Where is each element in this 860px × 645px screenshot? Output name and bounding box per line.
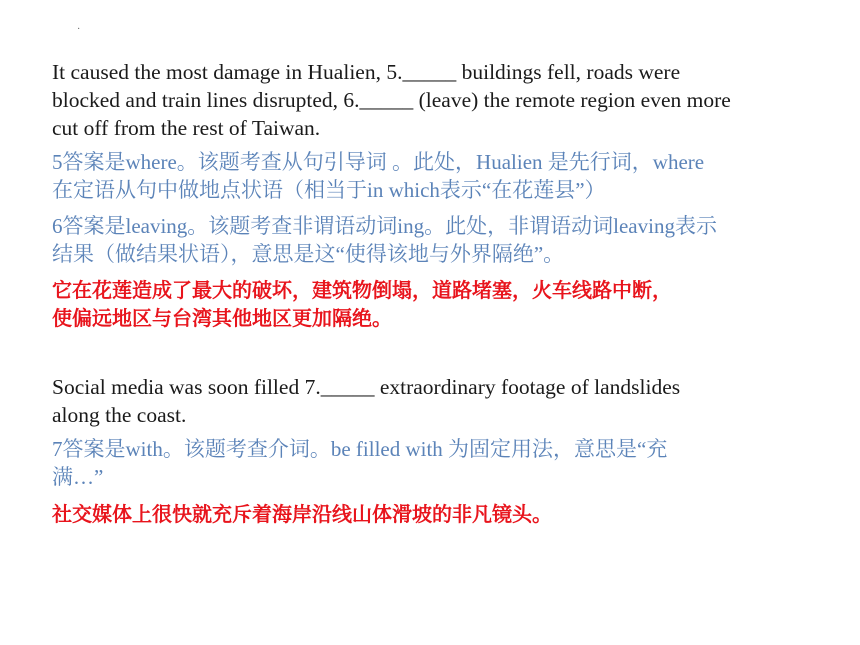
translation-5-6: 它在花莲造成了最大的破坏，建筑物倒塌，道路堵塞，火车线路中断， 使偏远地区与台湾其他地区更加隔绝。 xyxy=(52,278,672,330)
answer-6-explanation: 6答案是leaving。该题考查非谓语动词ing。此处，非谓语动词leaving表示 结果（做结果状语），意思是这“使得该地与外界隔绝”。 xyxy=(52,214,717,266)
question-5-6-text: It caused the most damage in Hualien, 5._____ buildings fell, roads were blocked and train lines disrupted, 6._____ (leave) the remote region even more cut off from the rest of Taiwan. xyxy=(52,60,731,140)
answer-7-explanation: 7答案是with。该题考查介词。be filled with 为固定用法，意思是“充 满…” xyxy=(52,437,668,489)
slide-marker: · xyxy=(77,24,81,35)
answer-5-explanation: 5答案是where。该题考查从句引导词 。此处，Hualien 是先行词，where 在定语从句中做地点状语（相当于in which表示“在花莲县”） xyxy=(52,150,705,202)
translation-7: 社交媒体上很快就充斥着海岸沿线山体滑坡的非凡镜头。 xyxy=(52,502,552,526)
question-7-text: Social media was soon filled 7._____ extraordinary footage of landslides along the coast. xyxy=(52,375,681,427)
